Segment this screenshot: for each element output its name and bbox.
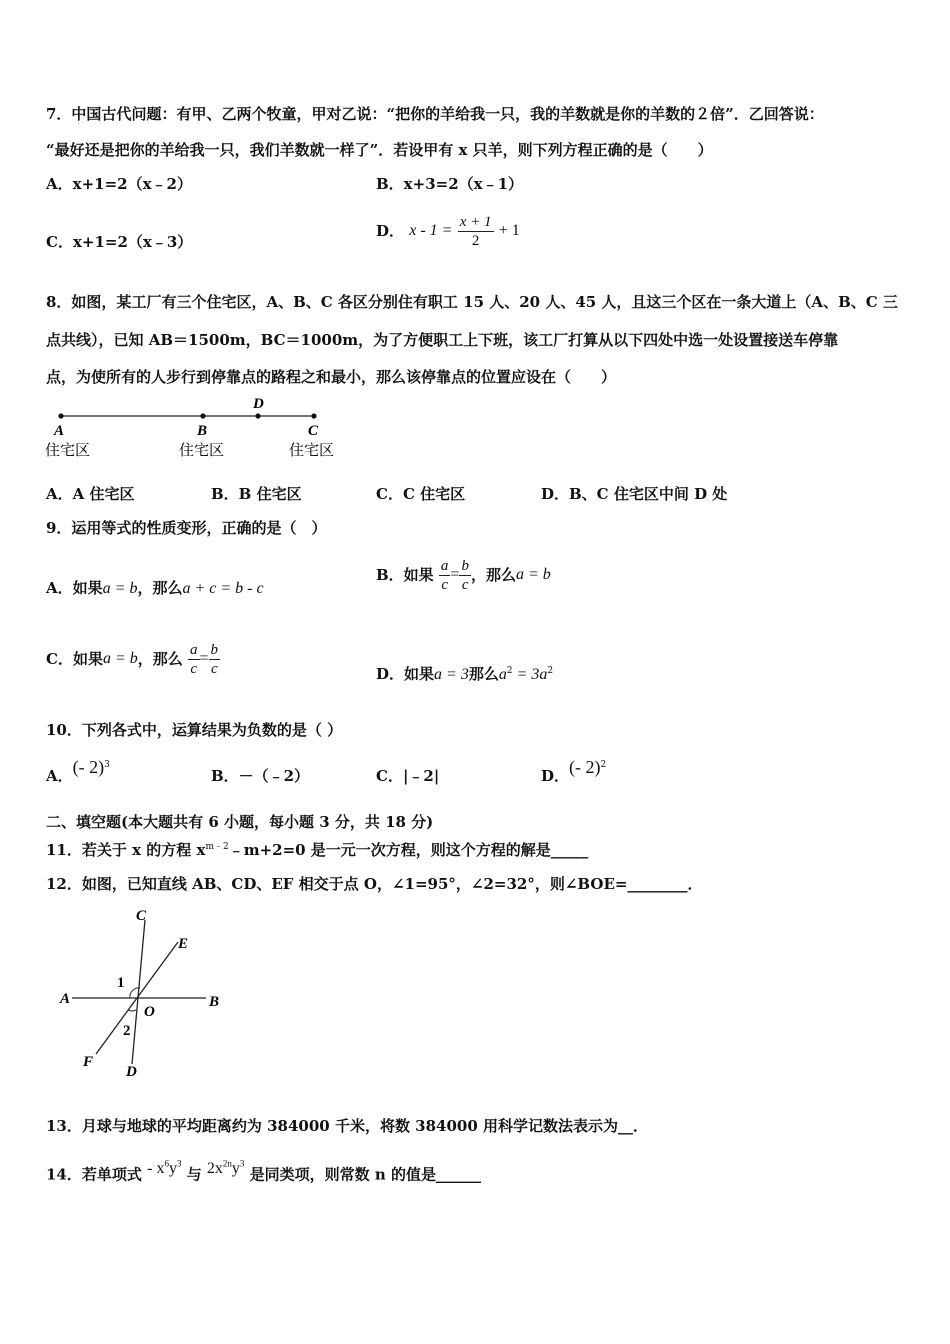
- q8-figure: [40, 392, 360, 464]
- q12-label-1: 1: [117, 975, 125, 991]
- q7-option-c: C．x+1=2（x﹣3）: [46, 233, 193, 251]
- q7-option-d-left: x - 1 =: [409, 222, 453, 239]
- q9-option-b-num-b: b: [461, 557, 469, 574]
- q10-stem: 10．下列各式中，运算结果为负数的是（ ）: [46, 721, 343, 739]
- q7-option-d-right: + 1: [498, 222, 520, 239]
- q9-option-d-exp1: 2: [506, 666, 513, 676]
- q12-label-d: D: [126, 1064, 137, 1080]
- q12-label-b: B: [209, 994, 220, 1010]
- q8-zone-a: 住宅区: [45, 441, 91, 459]
- q9-option-b-fraction-left: [439, 557, 451, 594]
- q10-option-d-expr: (- 2): [569, 757, 601, 777]
- q9-option-a: [46, 578, 264, 599]
- q10-option-a: [46, 758, 110, 791]
- q9-option-a-result: a + c = b - c: [182, 580, 264, 597]
- q9-option-c-fraction-left: [188, 641, 200, 678]
- q9-stem: 9．运用等式的性质变形，正确的是（ ）: [46, 519, 327, 537]
- q9-option-b-equals: =: [450, 566, 460, 583]
- q14-m2-coef: 2x: [206, 1160, 223, 1178]
- q8-label-b: B: [197, 423, 208, 439]
- q7-option-d-denominator: 2: [471, 232, 480, 249]
- q14-mid: 与: [186, 1165, 202, 1184]
- q9-option-c-den-c: c: [190, 660, 198, 677]
- q9-option-d-res-base: a: [498, 666, 507, 683]
- q10-option-a-expr: (- 2): [72, 757, 105, 777]
- q8-zone-b: 住宅区: [179, 441, 225, 459]
- q9-option-a-then: ，那么: [137, 579, 183, 597]
- q14-m1-e2: 3: [176, 1159, 182, 1169]
- q7-line1: 7．中国古代问题：有甲、乙两个牧童，甲对乙说：“把你的羊给我一只，我的羊数就是你的羊数的２倍”．乙回答说：: [46, 105, 824, 123]
- q7-option-b: B．x+3=2（x﹣1）: [376, 175, 524, 193]
- q7-option-d-label: D．: [376, 222, 405, 240]
- q9-option-c-num-b: b: [210, 641, 219, 658]
- q8-zone-c: 住宅区: [289, 441, 335, 459]
- q12-text: 12．如图，已知直线 AB、CD、EF 相交于点 O，∠1=95°，∠2=32°，则∠BOE=________．: [46, 875, 703, 893]
- q9-option-d-label: D．如果: [376, 665, 435, 683]
- q12-line-cd: [132, 920, 145, 1064]
- q8-option-d: D．B、C 住宅区中间 D 处: [541, 485, 728, 503]
- q12-angle-2-arc: [128, 1010, 136, 1011]
- q10-option-b: B．－（﹣2）: [211, 767, 310, 785]
- q12-label-o: O: [144, 1004, 155, 1020]
- q9-option-c-then: ，那么: [137, 650, 183, 668]
- q9-option-d: [376, 661, 553, 685]
- q11-post: ﹣m+2=0 是一元一次方程，则这个方程的解是_____: [228, 841, 589, 859]
- q10-option-a-exp: 3: [104, 760, 110, 770]
- q10-option-c: C．|﹣2|: [376, 767, 440, 785]
- q14-m2-e1: 2n: [222, 1159, 232, 1169]
- q14-text: [46, 1160, 481, 1185]
- q8-option-b: B．B 住宅区: [211, 485, 302, 503]
- q14-m2-y: y: [231, 1160, 240, 1178]
- q9-option-d-exp2: 2: [547, 666, 554, 676]
- q12-label-2: 2: [123, 1023, 131, 1039]
- q9-option-a-condition: a = b: [102, 580, 138, 597]
- q14-m1-sign: - x: [147, 1160, 165, 1178]
- q8-line2: 点共线），已知 AB＝1500m，BC＝1000m，为了方便职工上下班，该工厂打算从以下四处中选一处设置接送车停靠: [46, 331, 839, 349]
- q9-option-d-then: 那么: [468, 665, 499, 683]
- q14-m1-e1: 6: [164, 1159, 169, 1169]
- q9-option-c-label: C．如果: [46, 650, 103, 668]
- q12-label-c: C: [136, 908, 147, 924]
- q9-option-b-den-c: c: [441, 576, 448, 593]
- q8-line3: 点，为使所有的人步行到停靠点的路程之和最小，那么该停靠点的位置应设在（ ）: [46, 368, 617, 386]
- q7-option-d-numerator: x + 1: [459, 213, 492, 230]
- q11-exp: m﹣2: [205, 842, 229, 852]
- q9-option-c-num-a: a: [190, 641, 198, 658]
- q8-label-c: C: [308, 423, 319, 439]
- q14-m1-y: y: [168, 1160, 177, 1178]
- q11-pre: 11．若关于 x 的方程 x: [46, 841, 206, 859]
- q8-point-a: [58, 413, 63, 418]
- q11-text: [46, 837, 588, 860]
- q9-option-d-res-eq: = 3a: [512, 666, 548, 683]
- q9-option-a-label: A．如果: [46, 579, 103, 597]
- q10-option-d-label: D．: [541, 767, 570, 785]
- q12-figure: [50, 902, 240, 1082]
- q9-option-b-den-c2: c: [461, 576, 469, 593]
- q8-label-d: D: [253, 396, 264, 412]
- q8-line1: 8．如图，某工厂有三个住宅区，A、B、C 各区分别住有职工 15 人、20 人、45 人，且这三个区在一条大道上（A、B、C 三: [46, 293, 898, 311]
- q9-option-c-fraction-right: [209, 641, 221, 678]
- q14-post: 是同类项，则常数 n 的值是______: [249, 1165, 482, 1184]
- q9-option-b-result: a = b: [515, 566, 551, 583]
- q10-option-a-label: A．: [46, 767, 73, 785]
- q9-option-b: [376, 554, 551, 595]
- q13-text: 13．月球与地球的平均距离约为 384000 千米，将数 384000 用科学记数法表示为__．: [46, 1117, 649, 1135]
- q10-option-d-exp: 2: [600, 760, 607, 770]
- q7-line2: “最好还是把你的羊给我一只，我们羊数就一样了”．若设甲有 x 只羊，则下列方程正确的是（ ）: [46, 141, 713, 159]
- q14-pre: 14．若单项式: [46, 1165, 142, 1184]
- q9-option-c-den-c2: c: [210, 660, 218, 677]
- q14-m2-e2: 3: [239, 1159, 245, 1169]
- q9-option-d-condition: a = 3: [434, 666, 469, 683]
- q9-option-b-fraction-right: [459, 557, 471, 594]
- q8-point-c: [311, 413, 316, 418]
- q8-label-a: A: [54, 423, 65, 439]
- q9-option-b-num-a: a: [440, 557, 449, 574]
- q10-option-d: [541, 758, 606, 791]
- q12-label-f: F: [83, 1054, 94, 1070]
- q9-option-b-then: ，那么: [470, 566, 516, 584]
- section-2-heading: 二、填空题(本大题共有 6 小题，每小题 3 分，共 18 分): [46, 813, 434, 831]
- q9-option-b-label: B．如果: [376, 566, 434, 584]
- q8-option-c: C．C 住宅区: [376, 485, 466, 503]
- q12-label-a: A: [60, 991, 71, 1007]
- q9-option-c-condition: a = b: [102, 650, 138, 667]
- q9-option-c: [46, 638, 220, 679]
- q8-point-d: [255, 413, 260, 418]
- q7-option-d-fraction: [458, 213, 494, 250]
- q14-monomial-2: [207, 1160, 245, 1177]
- q14-monomial-1: [147, 1160, 181, 1177]
- q12-label-e: E: [178, 936, 189, 952]
- q8-option-a: A．A 住宅区: [46, 485, 135, 503]
- q7-option-a: A．x+1=2（x﹣2）: [46, 175, 192, 193]
- q7-option-d: [376, 210, 520, 251]
- q8-point-b: [200, 413, 205, 418]
- q9-option-c-equals: =: [199, 650, 209, 667]
